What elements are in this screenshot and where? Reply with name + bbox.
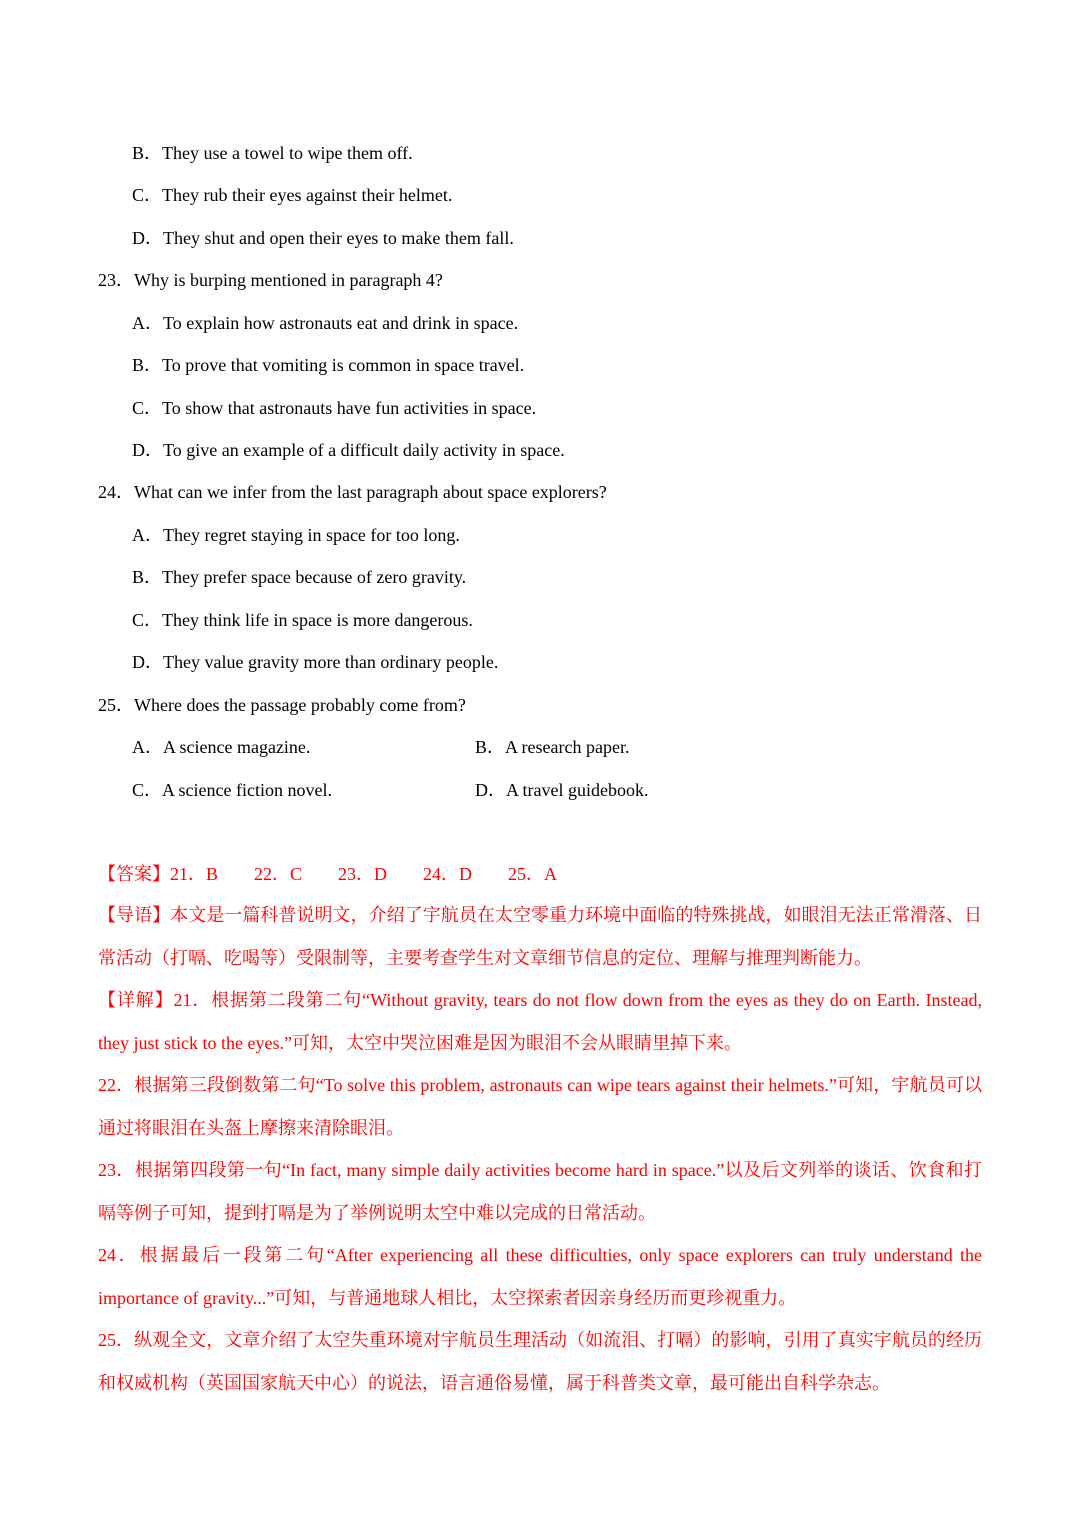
- q23-option-c: C．To show that astronauts have fun activities in space.: [132, 398, 537, 418]
- q24-stem: 24．What can we infer from the last paragraph about space explorers?: [98, 482, 607, 502]
- q25-stem: 25．Where does the passage probably come from?: [98, 695, 466, 715]
- q25-option-a: A．A science magazine.: [132, 737, 311, 757]
- detail-22: 22．根据第三段倒数第二句“To solve this problem, astronauts can wipe tears against their helmets.”可知，宇航员可以通过将眼泪在头盔上摩擦来清除眼泪。: [98, 1075, 982, 1138]
- answer-item-23: 23．D: [338, 864, 388, 884]
- answer-key: [98, 863, 557, 885]
- detail-25: 25．纵观全文，文章介绍了太空失重环境对宇航员生理活动（如流泪、打嗝）的影响，引用了真实宇航员的经历和权威机构（英国国家航天中心）的说法，语言通俗易懂，属于科普类文章，最可能出自科学杂志。: [98, 1330, 982, 1393]
- answer-item-21: 21．B: [170, 864, 219, 884]
- answer-item-25: 25．A: [508, 864, 558, 884]
- answer-explanation: [98, 894, 982, 1404]
- q25-option-d: D．A travel guidebook.: [475, 780, 649, 800]
- answer-label: 【答案】: [98, 864, 170, 884]
- answer-item-22: 22．C: [254, 864, 303, 884]
- q22-option-b: B．They use a towel to wipe them off.: [132, 143, 413, 163]
- q23-option-a: A．To explain how astronauts eat and drink in space.: [132, 313, 519, 333]
- q24-option-a: A．They regret staying in space for too long.: [132, 525, 460, 545]
- q23-option-d: D．To give an example of a difficult daily activity in space.: [132, 440, 565, 460]
- guide-paragraph: 【导语】本文是一篇科普说明文，介绍了宇航员在太空零重力环境中面临的特殊挑战，如眼泪无法正常滑落、日常活动（打嗝、吃喝等）受限制等，主要考查学生对文章细节信息的定位、理解与推理判断能力。: [98, 905, 982, 968]
- detail-21: 【详解】21．根据第二段第二句“Without gravity, tears do not flow down from the eyes as they do on Earth. Instead, they just stick to the eyes.”可知，太空中哭泣困难是因为眼泪不会从眼睛里掉下来。: [98, 990, 982, 1053]
- answer-item-24: 24．D: [423, 864, 473, 884]
- q23-stem: 23．Why is burping mentioned in paragraph 4?: [98, 270, 443, 290]
- q24-option-d: D．They value gravity more than ordinary people.: [132, 652, 499, 672]
- q22-option-c: C．They rub their eyes against their helmet.: [132, 185, 453, 205]
- detail-24: 24．根据最后一段第二句“After experiencing all these difficulties, only space explorers can truly understand the importance of gravity...”可知，与普通地球人相比，太空探索者因亲身经历而更珍视重力。: [98, 1245, 982, 1308]
- q22-option-d: D．They shut and open their eyes to make them fall.: [132, 228, 514, 248]
- detail-23: 23．根据第四段第一句“In fact, many simple daily activities become hard in space.”以及后文列举的谈话、饮食和打嗝等例子可知，提到打嗝是为了举例说明太空中难以完成的日常活动。: [98, 1160, 982, 1223]
- q24-option-b: B．They prefer space because of zero gravity.: [132, 567, 467, 587]
- q24-option-c: C．They think life in space is more dangerous.: [132, 610, 473, 630]
- q25-option-c: C．A science fiction novel.: [132, 780, 332, 800]
- q23-option-b: B．To prove that vomiting is common in space travel.: [132, 355, 525, 375]
- q25-option-b: B．A research paper.: [475, 737, 630, 757]
